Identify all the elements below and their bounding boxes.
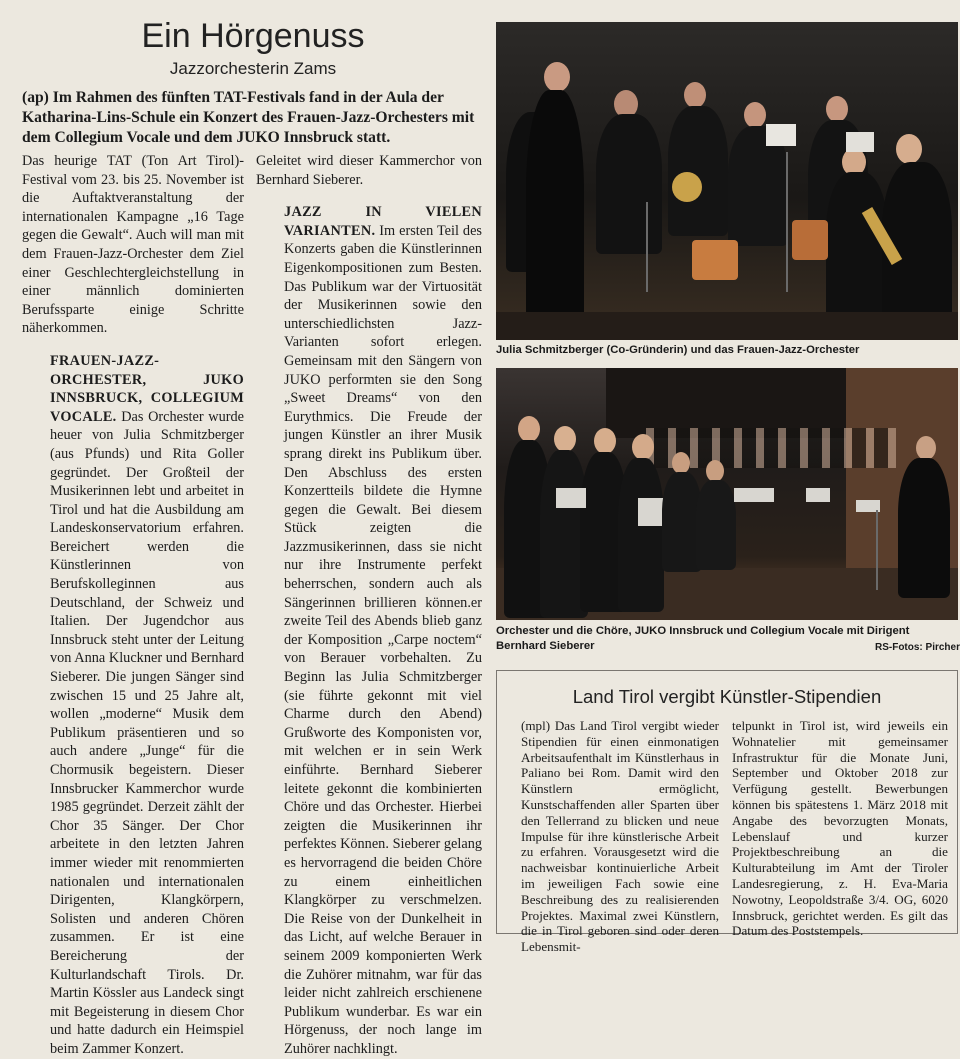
- photo-caption: Orchester und die Chöre, JUKO Innsbruck und Collegium Vocale mit Dirigent Bernhard Sieberer: [496, 625, 910, 652]
- article-title: Ein Hörgenuss: [141, 17, 365, 55]
- article-paragraph: telpunkt in Tirol ist, wird jeweils ein Wohnatelier mit gemeinsamer Infrastruktur für die Monate Juni, September und Oktober 2018 zur Verfügung gestellt. Bewerbungen können bis spätestens 1. März 2018 mit Angabe des bevorzugten Monats, Lebenslauf und kurzer Projektbeschreibung an die Kulturabteilung im Amt der Tiroler Landesregierung, z. H. Eva-Maria Nowotny, Leopoldstraße 3/4. OG, 6020 Innsbruck, gerichtet werden. Es gilt das Datum des Poststempels.: [732, 718, 948, 939]
- article-column-1: [22, 152, 244, 1057]
- photo-choirs-conductor: [496, 368, 958, 620]
- sidebar-article-column-1: [509, 718, 719, 955]
- article-paragraph: Das heurige TAT (Ton Art Tirol)-Festival vom 23. bis 25. November ist die Auftaktveranstaltung der internationalen Kampagne „16 Tage gegen die Gewalt“. Auch will man mit dem Frauen-Jazz-Orchester dem Ziel einer Geschlechtergleichstellung in einer männlich dominierten Berufssparte einige Schritte näherkommen.: [22, 153, 244, 337]
- section-subheading: JAZZ IN VIELEN VARIANTEN.: [284, 204, 482, 239]
- section-subheading: FRAUEN-JAZZ-ORCHESTER, JUKO INNSBRUCK, COLLEGIUM VOCALE.: [50, 352, 244, 425]
- sidebar-article-title: Land Tirol vergibt Künstler-Stipendien: [572, 686, 882, 707]
- article-subtitle: Jazzorchesterin Zams: [169, 59, 337, 78]
- article-paragraph: (mpl) Das Land Tirol vergibt wieder Stipendien für einen einmonatigen Arbeitsaufenthalt im Künstlerhaus in Paliano bei Rom. Damit wird den Künstlern ermöglicht, Kunstschaffenden aller Sparten über den Tellerrand zu blicken und neue Impulse für ihre künstlerische Arbeit zu erfahren. Vorausgesetzt wird die nachweisbar kontinuierliche Arbeit im jeweiligen Fach sowie eine Beschreibung des zu realisierenden Projektes. Maximal zwei Künstlern, die in Tirol geboren sind oder deren Lebensmit-: [521, 718, 719, 955]
- article-column-2: [256, 152, 482, 1057]
- article-paragraph: [22, 352, 244, 1059]
- article-text: Im ersten Teil des Konzerts gaben die Künstlerinnen Eigenkompositionen zum Besten. Das Publikum war der Virtuosität der Musikerinnen sowie den unterschiedlichsten Jazz-Varianten sofort erlegen. Gemeinsam mit den Sängern von JUKO performten sie den Song „Sweet Dreams“ von den Eurythmics. Die Freude der jungen Künstler an ihrer Musik sprang direkt ins Publikum über. Den Abschluss des ersten Konzertteils bildete die Hymne gegen die Gewalt. Bei diesem Stück zeigten die Jazzmusikerinnen, dass sie nicht nur ihre Instrumente perfekt beherrschen, sondern auch als Sängerinnen brillieren können.er zweite Teil des Abends blieb ganz der Komposition „Carpe noctem“ von Berauer vorbehalten. Zu Beginn las Julia Schmitzberger (sie führte gekonnt mit viel Charme durch den Abend) Grußworte des Komponisten vor, mit welchen er in sein Werk einführte. Bernhard Sieberer leitete gekonnt die kombinierten Chöre und das Orchester. Hierbei zeigten die Musikerinnen ihr perfektes Können. Sieberer gelang es hervorragend die beiden Chöre zu einem einheitlichen Klangkörper zu verschmelzen. Die Reise von der Dunkelheit in das Licht, auf welche Berauer in seinem 2009 komponierten Werk die Zuhörer mitnahm, war für das leider nicht zahlreich erschienene Publikum wunderbar. Es war ein Hörgenuss, der noch lange im Zuhörer nachklingt.: [284, 222, 482, 1057]
- photo-jazz-orchestra: [496, 22, 958, 340]
- article-text: Das Orchester wurde heuer von Julia Schmitzberger (aus Pfunds) und Rita Goller gegründet. Der Großteil der Musikerinnen lebt und arbeitet in Tirol und hat die Ausbildung am Landeskonservatorium erfahren. Bereichert werden die Künstlerinnen von Berufskolleginnen aus Deutschland, der Schweiz und Italien. Der Jugendchor aus Innsbruck steht unter der Leitung von Anna Kluckner und Bernhard Sieberer. Die jungen Sänger sind zwischen 15 und 25 Jahre alt, wollen „moderne“ Musik dem Publikum präsentieren und so auch andere „Junge“ für die Chormusik begeistern. Dieser Innsbrucker Kammerchor wurde 1985 gegründet. Derzeit zählt der Chor 35 Sänger. Der Chor arbeitete in den letzten Jahren immer wieder mit renommierten nationalen und internationalen Dirigenten, Klangkörpern, Solisten und anderen Chören zusammen. Er ist eine Bereicherung der Kulturlandschaft Tirols. Dr. Martin Kössler aus Landeck singt mit Begeisterung in diesem Chor und hatte dadurch ein Heimspiel beim Zammer Konzert.: [50, 408, 244, 1057]
- photo-caption: Julia Schmitzberger (Co-Gründerin) und das Frauen-Jazz-Orchester: [496, 344, 860, 356]
- article-lead: (ap) Im Rahmen des fünften TAT-Festivals fand in der Aula der Katharina-Lins-Schule ein Konzert des Frauen-Jazz-Orchesters mit dem Collegium Vocale und dem JUKO Innsbruck statt.: [22, 89, 475, 146]
- photo-credit: RS-Fotos: Pircher: [874, 642, 960, 653]
- article-paragraph: Geleitet wird dieser Kammerchor von Bernhard Sieberer.: [256, 153, 482, 188]
- article-paragraph: [256, 203, 482, 1058]
- sidebar-article-column-2: [732, 718, 948, 939]
